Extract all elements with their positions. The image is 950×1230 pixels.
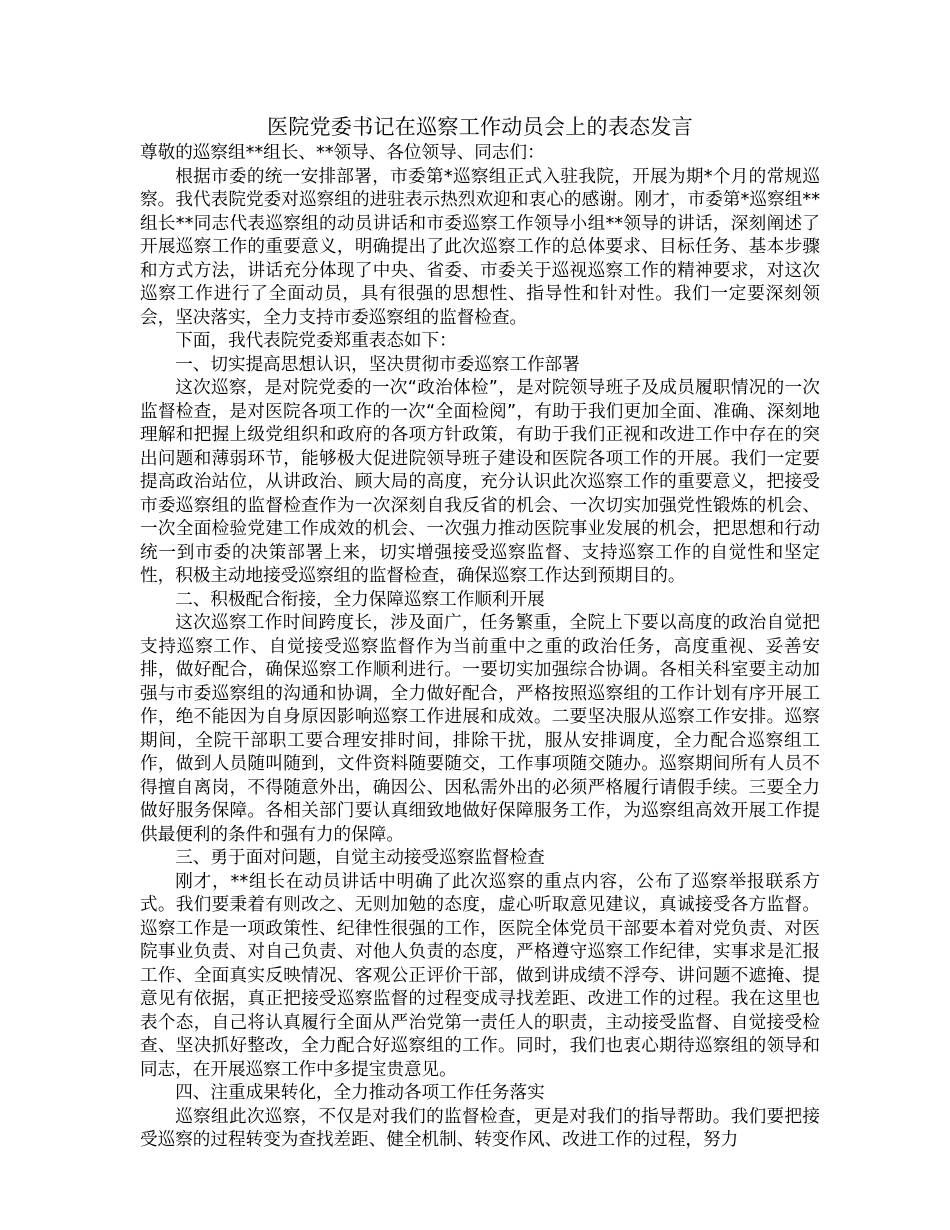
document-page (140, 113, 820, 1153)
paragraph-section-4: 巡察组此次巡察，不仅是对我们的监督检查，更是对我们的指导帮助。我们要把接受巡察的过程转变为查找差距、健全机制、转变作风、改进工作的过程，努力 (140, 1106, 820, 1150)
paragraph-section-2: 这次巡察工作时间跨度长，涉及面广，任务繁重，全院上下要以高度的政治自觉把支持巡察工作、自觉接受巡察监督作为当前重中之重的政治任务，高度重视、妥善安排，做好配合，确保巡察工作顺利进行。一要切实加强综合协调。各相关科室要主动加强与市委巡察组的沟通和协调，全力做好配合，严格按照巡察组的工作计划有序开展工作，绝不能因为自身原因影响巡察工作进展和成效。二要坚决服从巡察工作安排。巡察期间，全院干部职工要合理安排时间，排除干扰，服从安排调度，全力配合巡察组工作，做到人员随叫随到，文件资料随要随交，工作事项随交随办。巡察期间所有人员不得擅自离岗，不得随意外出，确因公、因私需外出的必须严格履行请假手续。三要全力做好服务保障。各相关部门要认真细致地做好保障服务工作，为巡察组高效开展工作提供最便利的条件和强有力的保障。 (140, 613, 820, 845)
section-heading-1: 一、切实提高思想认识，坚决贯彻市委巡察工作部署 (175, 354, 580, 375)
paragraph-transition: 下面，我代表院党委郑重表态如下： (175, 331, 457, 351)
section-heading-2: 二、积极配合衔接，全力保障巡察工作顺利开展 (175, 589, 545, 610)
paragraph-intro: 根据市委的统一安排部署，市委第*巡察组正式入驻我院，开展为期*个月的常规巡察。我代表院党委对巡察组的进驻表示热烈欢迎和衷心的感谢。刚才，市委第*巡察组**组长**同志代表巡察组的动员讲话和市委巡察工作领导小组**领导的讲话，深刻阐述了开展巡察工作的重要意义，明确提出了此次巡察工作的总体要求、目标任务、基本步骤和方式方法，讲话充分体现了中央、省委、市委关于巡视巡察工作的精神要求，对这次巡察工作进行了全面动员，具有很强的思想性、指导性和针对性。我们一定要深刻领会，坚决落实，全力支持市委巡察组的监督检查。 (140, 166, 820, 328)
paragraph-section-1: 这次巡察，是对院党委的一次“政治体检”，是对院领导班子及成员履职情况的一次监督检查，是对医院各项工作的一次“全面检阅”，有助于我们更加全面、准确、深刻地理解和把握上级党组织和政府的各项方针政策，有助于我们正视和改进工作中存在的突出问题和薄弱环节，能够极大促进院领导班子建设和医院各项工作的开展。我们一定要提高政治站位，从讲政治、顾大局的高度，充分认识此次巡察工作的重要意义，把接受市委巡察组的监督检查作为一次深刻自我反省的机会、一次切实加强党性锻炼的机会、一次全面检验党建工作成效的机会、一次强力推动医院事业发展的机会，把思想和行动统一到市委的决策部署上来，切实增强接受巡察监督、支持巡察工作的自觉性和坚定性，积极主动地接受巡察组的监督检查，确保巡察工作达到预期目的。 (140, 378, 820, 586)
document-title: 医院党委书记在巡察工作动员会上的表态发言 (267, 115, 693, 139)
section-heading-3: 三、勇于面对问题，自觉主动接受巡察监督检查 (175, 848, 545, 868)
paragraph-section-3: 刚才，**组长在动员讲话中明确了此次巡察的重点内容，公布了巡察举报联系方式。我们要秉着有则改之、无则加勉的态度，虚心听取意见建议，真诚接受各方监督。巡察工作是一项政策性、纪律性很强的工作，医院全体党员干部要本着对党负责、对医院事业负责、对自己负责、对他人负责的态度，严格遵守巡察工作纪律，实事求是汇报工作、全面真实反映情况、客观公正评价干部，做到讲成绩不浮夸、讲问题不遮掩、提意见有依据，真正把接受巡察监督的过程变成寻找差距、改进工作的过程。我在这里也表个态，自己将认真履行全面从严治党第一责任人的职责，主动接受监督、自觉接受检查、坚决抓好整改，全力配合好巡察组的工作。同时，我们也衷心期待巡察组的领导和同志，在开展巡察工作中多提宝贵意见。 (140, 871, 820, 1080)
salutation: 尊敬的巡察组**组长、**领导、各位领导、同志们： (140, 143, 545, 163)
section-heading-4: 四、注重成果转化，全力推动各项工作任务落实 (175, 1083, 545, 1103)
